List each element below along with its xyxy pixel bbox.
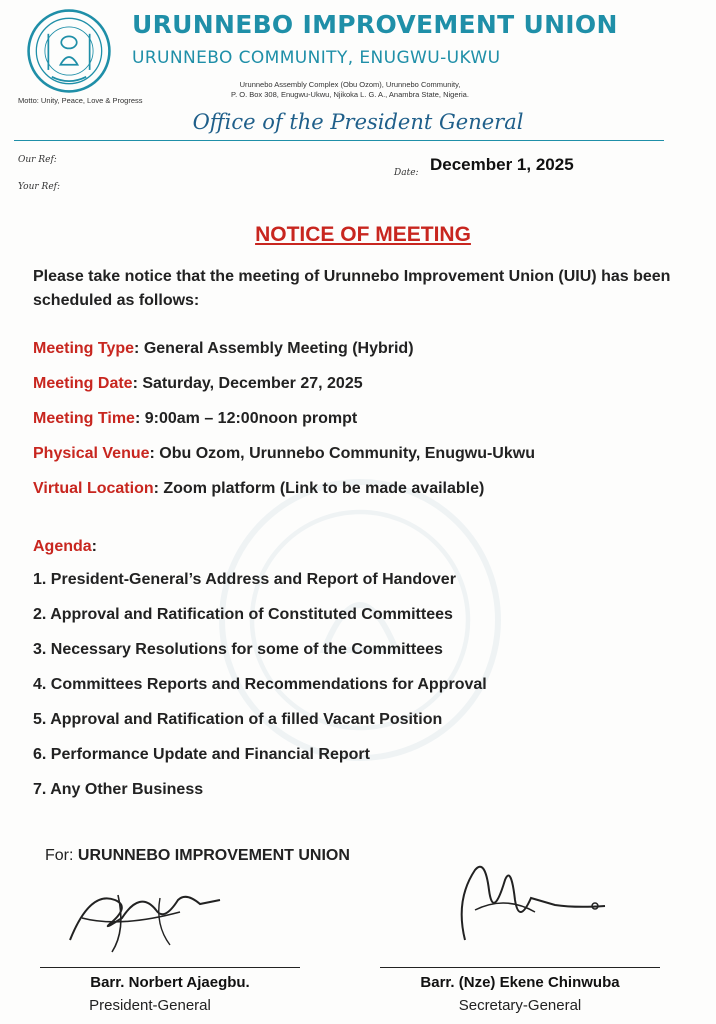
agenda-title-colon: :	[91, 538, 97, 555]
detail-label: Meeting Time	[33, 410, 135, 427]
secretary-name: Barr. (Nze) Ekene Chinwuba	[420, 974, 620, 991]
agenda-item: 7. Any Other Business	[33, 781, 204, 798]
detail-value: : Saturday, December 27, 2025	[132, 375, 363, 392]
detail-physical-venue	[33, 445, 535, 463]
detail-meeting-date	[33, 375, 363, 393]
detail-label: Virtual Location	[33, 480, 154, 497]
detail-value: : General Assembly Meeting (Hybrid)	[134, 340, 414, 357]
date-label: Date:	[394, 168, 419, 178]
agenda-item: 5. Approval and Ratification of a filled Vacant Position	[33, 711, 443, 728]
president-name: Barr. Norbert Ajaegbu.	[90, 974, 250, 991]
agenda-item: 2. Approval and Ratification of Constituted Committees	[33, 606, 453, 623]
agenda-item: 6. Performance Update and Financial Report	[33, 746, 370, 763]
notice-title: NOTICE OF MEETING	[255, 223, 471, 246]
office-title: Office of the President General	[192, 110, 524, 134]
for-prefix: For:	[45, 847, 74, 864]
detail-meeting-type	[33, 340, 414, 358]
detail-label: Meeting Date	[33, 375, 133, 392]
for-org-line	[45, 847, 350, 865]
president-signature-icon	[60, 870, 230, 960]
address-line: P. O. Box 308, Enugwu-Ukwu, Njikoka L. G. A., Anambra State, Nigeria.	[231, 90, 469, 99]
secretary-title: Secretary-General	[458, 997, 582, 1014]
header-divider	[14, 140, 664, 141]
detail-value: : Zoom platform (Link to be made available)	[153, 480, 485, 497]
agenda-title	[33, 538, 97, 556]
detail-label: Physical Venue	[33, 445, 150, 462]
detail-value: : Obu Ozom, Urunnebo Community, Enugwu-Ukwu	[149, 445, 535, 462]
address-line: Urunnebo Assembly Complex (Obu Ozom), Urunnebo Community,	[239, 80, 461, 89]
union-logo-icon	[26, 8, 112, 94]
president-title: President-General	[89, 997, 211, 1014]
date-value: December 1, 2025	[430, 155, 574, 174]
detail-virtual-location	[33, 480, 484, 498]
agenda-item: 1. President-General’s Address and Report of Handover	[33, 571, 456, 588]
agenda-title-text: Agenda	[33, 538, 92, 555]
org-name: URUNNEBO IMPROVEMENT UNION	[132, 10, 618, 39]
detail-label: Meeting Type	[33, 340, 135, 357]
secretary-signature-icon	[445, 850, 615, 950]
detail-meeting-time	[33, 410, 357, 428]
detail-value: : 9:00am – 12:00noon prompt	[134, 410, 358, 427]
our-ref-label: Our Ref:	[18, 155, 57, 165]
address-block	[190, 80, 510, 100]
for-org-name: URUNNEBO IMPROVEMENT UNION	[77, 847, 350, 864]
notice-intro: Please take notice that the meeting of Urunnebo Improvement Union (UIU) has been scheduled as follows:	[33, 268, 671, 309]
org-subtitle: URUNNEBO COMMUNITY, ENUGWU-UKWU	[132, 48, 501, 68]
signature-line	[380, 967, 660, 968]
agenda-item: 4. Committees Reports and Recommendations for Approval	[33, 676, 487, 693]
motto: Motto: Unity, Peace, Love & Progress	[18, 96, 143, 105]
agenda-item: 3. Necessary Resolutions for some of the Committees	[33, 641, 443, 658]
signature-line	[40, 967, 300, 968]
your-ref-label: Your Ref:	[18, 182, 61, 192]
